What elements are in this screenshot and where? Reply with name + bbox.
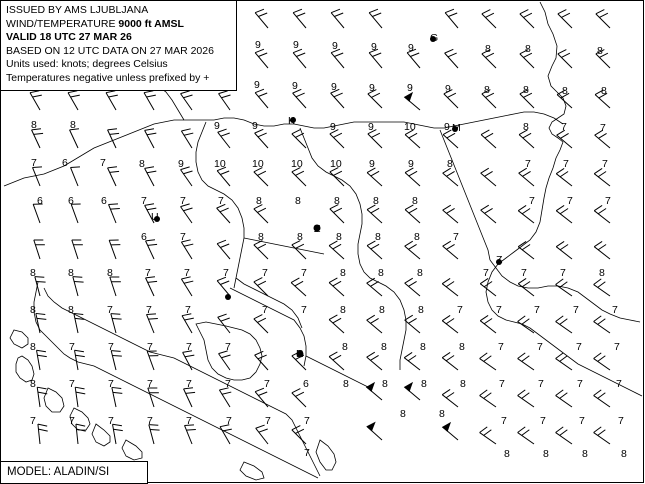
temperature-label: 7 — [184, 267, 190, 279]
city-label-r: R — [296, 348, 304, 360]
temperature-label: 8 — [459, 341, 465, 353]
city-label-g: G — [430, 32, 439, 44]
temperature-label: 9 — [293, 39, 299, 51]
temperature-label: 8 — [31, 119, 37, 131]
temperature-label: 7 — [147, 378, 153, 390]
temperature-label: 9 — [369, 82, 375, 94]
temperature-label: 8 — [439, 408, 445, 420]
temperature-label: 8 — [68, 304, 74, 316]
temperature-label: 7 — [605, 195, 611, 207]
temperature-label: 8 — [523, 84, 529, 96]
temperature-label: 7 — [262, 267, 268, 279]
temperature-label: 8 — [378, 267, 384, 279]
temperature-label: 7 — [304, 415, 310, 427]
temperature-label: 7 — [69, 341, 75, 353]
temperature-label: 8 — [417, 267, 423, 279]
temperature-label: 8 — [375, 231, 381, 243]
temperature-label: 9 — [330, 121, 336, 133]
temperature-label: 8 — [562, 85, 568, 97]
temperature-label: 7 — [186, 341, 192, 353]
temperature-label: 7 — [262, 304, 268, 316]
temperature-label: 8 — [597, 45, 603, 57]
temperature-label: 8 — [107, 267, 113, 279]
temperature-label: 9 — [408, 42, 414, 54]
temperature-label: 6 — [101, 195, 107, 207]
temperature-label: 7 — [100, 157, 106, 169]
temperature-label: 10 — [404, 121, 416, 133]
temperature-label: 7 — [612, 304, 618, 316]
temperature-label: 6 — [68, 195, 74, 207]
temperature-label: 9 — [445, 83, 451, 95]
city-label-z: Z — [314, 223, 321, 235]
temperature-label: 8 — [297, 231, 303, 243]
temperature-label: 9 — [255, 39, 261, 51]
temperature-label: 8 — [256, 195, 262, 207]
temperature-label: 7 — [30, 415, 36, 427]
temperature-label: 7 — [186, 415, 192, 427]
temperature-label: 6 — [37, 195, 43, 207]
temperature-label: 7 — [618, 415, 624, 427]
temperature-label: 7 — [453, 231, 459, 243]
temperature-label: 8 — [342, 341, 348, 353]
temperature-label: 8 — [373, 195, 379, 207]
temperature-label: 8 — [258, 231, 264, 243]
temperature-label: 8 — [601, 85, 607, 97]
temperature-label: 7 — [185, 304, 191, 316]
temperature-label: 7 — [225, 341, 231, 353]
temperature-label: 9 — [252, 120, 258, 132]
temperature-label: 6 — [141, 231, 147, 243]
temperature-label: 7 — [108, 378, 114, 390]
temperature-label: 10 — [330, 158, 342, 170]
temperature-label: 8 — [485, 43, 491, 55]
temperature-label: 6 — [303, 378, 309, 390]
temperature-label: 9 — [331, 81, 337, 93]
temperature-label: 7 — [186, 378, 192, 390]
city-label-u: U — [151, 211, 159, 223]
legend-valid-text: VALID 18 UTC 27 MAR 26 — [6, 31, 132, 44]
temperature-label: 8 — [68, 267, 74, 279]
temperature-label: 8 — [336, 231, 342, 243]
temperature-label: 7 — [69, 415, 75, 427]
model-label: MODEL: ALADIN/SI — [7, 466, 110, 478]
legend-issued-by: ISSUED BY AMS LJUBLJANA — [6, 4, 149, 16]
temperature-label: 7 — [218, 195, 224, 207]
temperature-label: 7 — [561, 121, 567, 133]
temperature-label: 9 — [332, 40, 338, 52]
temperature-label: 7 — [567, 195, 573, 207]
temperature-label: 8 — [599, 267, 605, 279]
temperature-label: 7 — [540, 415, 546, 427]
temperature-label: 10 — [291, 158, 303, 170]
temperature-label: 8 — [30, 267, 36, 279]
temperature-label: 7 — [146, 304, 152, 316]
temperature-label: 7 — [498, 341, 504, 353]
temperature-label: 10 — [214, 158, 226, 170]
temperature-label: 7 — [563, 158, 569, 170]
temperature-label: 7 — [579, 415, 585, 427]
temperature-label: 9 — [178, 158, 184, 170]
temperature-label: 7 — [602, 158, 608, 170]
city-label-k: K — [288, 115, 296, 127]
temperature-label: 7 — [225, 378, 231, 390]
temperature-label: 8 — [139, 158, 145, 170]
temperature-label: 7 — [576, 341, 582, 353]
temperature-label: 10 — [252, 158, 264, 170]
temperature-label: 8 — [414, 231, 420, 243]
legend-level-value: 9000 ft AMSL — [118, 17, 184, 30]
temperature-label: 8 — [400, 408, 406, 420]
temperature-label: 7 — [223, 267, 229, 279]
temperature-label: 7 — [534, 304, 540, 316]
temperature-label: 9 — [214, 120, 220, 132]
temperature-label: 7 — [538, 378, 544, 390]
temperature-label: 7 — [69, 378, 75, 390]
temperature-label: 9 — [254, 79, 260, 91]
temperature-label: 8 — [381, 341, 387, 353]
city-dot-unnamed-1 — [225, 294, 231, 300]
temperature-label: 7 — [31, 157, 37, 169]
temperature-label: 7 — [141, 195, 147, 207]
temperature-label: 9 — [369, 158, 375, 170]
temperature-label: 7 — [529, 195, 535, 207]
model-box — [0, 461, 148, 484]
temperature-label: 7 — [226, 415, 232, 427]
temperature-label: 7 — [301, 304, 307, 316]
temperature-label: 7 — [301, 267, 307, 279]
temperature-label: 7 — [521, 267, 527, 279]
legend-temp-note: Temperatures negative unless prefixed by + — [6, 71, 210, 84]
temperature-label: 7 — [616, 378, 622, 390]
legend-based-on: BASED ON 12 UTC DATA ON 27 MAR 2026 — [6, 44, 214, 57]
temperature-label: 7 — [525, 158, 531, 170]
temperature-label: 8 — [504, 448, 510, 460]
temperature-label: 7 — [573, 304, 579, 316]
temperature-label: 8 — [340, 304, 346, 316]
temperature-label: 8 — [70, 119, 76, 131]
temperature-label: 7 — [180, 195, 186, 207]
legend-level — [6, 18, 231, 32]
temperature-label: 8 — [30, 304, 36, 316]
temperature-label: 7 — [265, 415, 271, 427]
temperature-label: 8 — [340, 267, 346, 279]
temperature-label: 7 — [560, 267, 566, 279]
temperature-label: 7 — [614, 341, 620, 353]
temperature-label: 8 — [334, 195, 340, 207]
temperature-label: 7 — [501, 415, 507, 427]
city-label-m: M — [452, 122, 461, 134]
temperature-label: 7 — [537, 341, 543, 353]
temperature-label: 7 — [145, 267, 151, 279]
temperature-label: 7 — [577, 378, 583, 390]
temperature-label: 9 — [371, 41, 377, 53]
temperature-label: 8 — [484, 84, 490, 96]
temperature-label: 7 — [499, 378, 505, 390]
legend-level-prefix: WIND/TEMPERATURE — [6, 17, 119, 30]
temperature-label: 7 — [147, 341, 153, 353]
temperature-label: 8 — [295, 195, 301, 207]
temperature-label: 8 — [543, 448, 549, 460]
temperature-label: 9 — [444, 121, 450, 133]
temperature-label: 8 — [379, 304, 385, 316]
temperature-label: 8 — [523, 121, 529, 133]
temperature-label: 8 — [418, 304, 424, 316]
temperature-label: 7 — [108, 341, 114, 353]
temperature-label: 7 — [107, 304, 113, 316]
temperature-label: 7 — [600, 122, 606, 134]
temperature-label: 7 — [304, 447, 310, 459]
temperature-label: 7 — [264, 378, 270, 390]
temperature-label: 9 — [407, 82, 413, 94]
temperature-label: 8 — [621, 448, 627, 460]
temperature-label: 7 — [457, 304, 463, 316]
temperature-label: 8 — [412, 195, 418, 207]
temperature-label: 7 — [108, 415, 114, 427]
temperature-label: 8 — [30, 341, 36, 353]
temperature-label: 9 — [368, 121, 374, 133]
legend-units: Units used: knots; degrees Celsius — [6, 58, 168, 71]
temperature-label: 7 — [147, 415, 153, 427]
temperature-label: 8 — [30, 378, 36, 390]
temperature-label: 6 — [62, 157, 68, 169]
temperature-label: 8 — [382, 378, 388, 390]
temperature-label: 8 — [447, 158, 453, 170]
temperature-label: 9 — [408, 158, 414, 170]
temperature-label: 8 — [582, 448, 588, 460]
temperature-label: 8 — [525, 43, 531, 55]
temperature-label: 7 — [483, 267, 489, 279]
legend-box — [0, 0, 237, 91]
temperature-label: 8 — [420, 341, 426, 353]
legend-valid — [6, 31, 231, 45]
temperature-label: 8 — [460, 378, 466, 390]
temperature-label: 7 — [180, 231, 186, 243]
city-label-z2: Z — [496, 254, 503, 266]
temperature-label: 8 — [421, 378, 427, 390]
temperature-label: 8 — [343, 378, 349, 390]
temperature-label: 9 — [292, 80, 298, 92]
temperature-label: 7 — [496, 304, 502, 316]
